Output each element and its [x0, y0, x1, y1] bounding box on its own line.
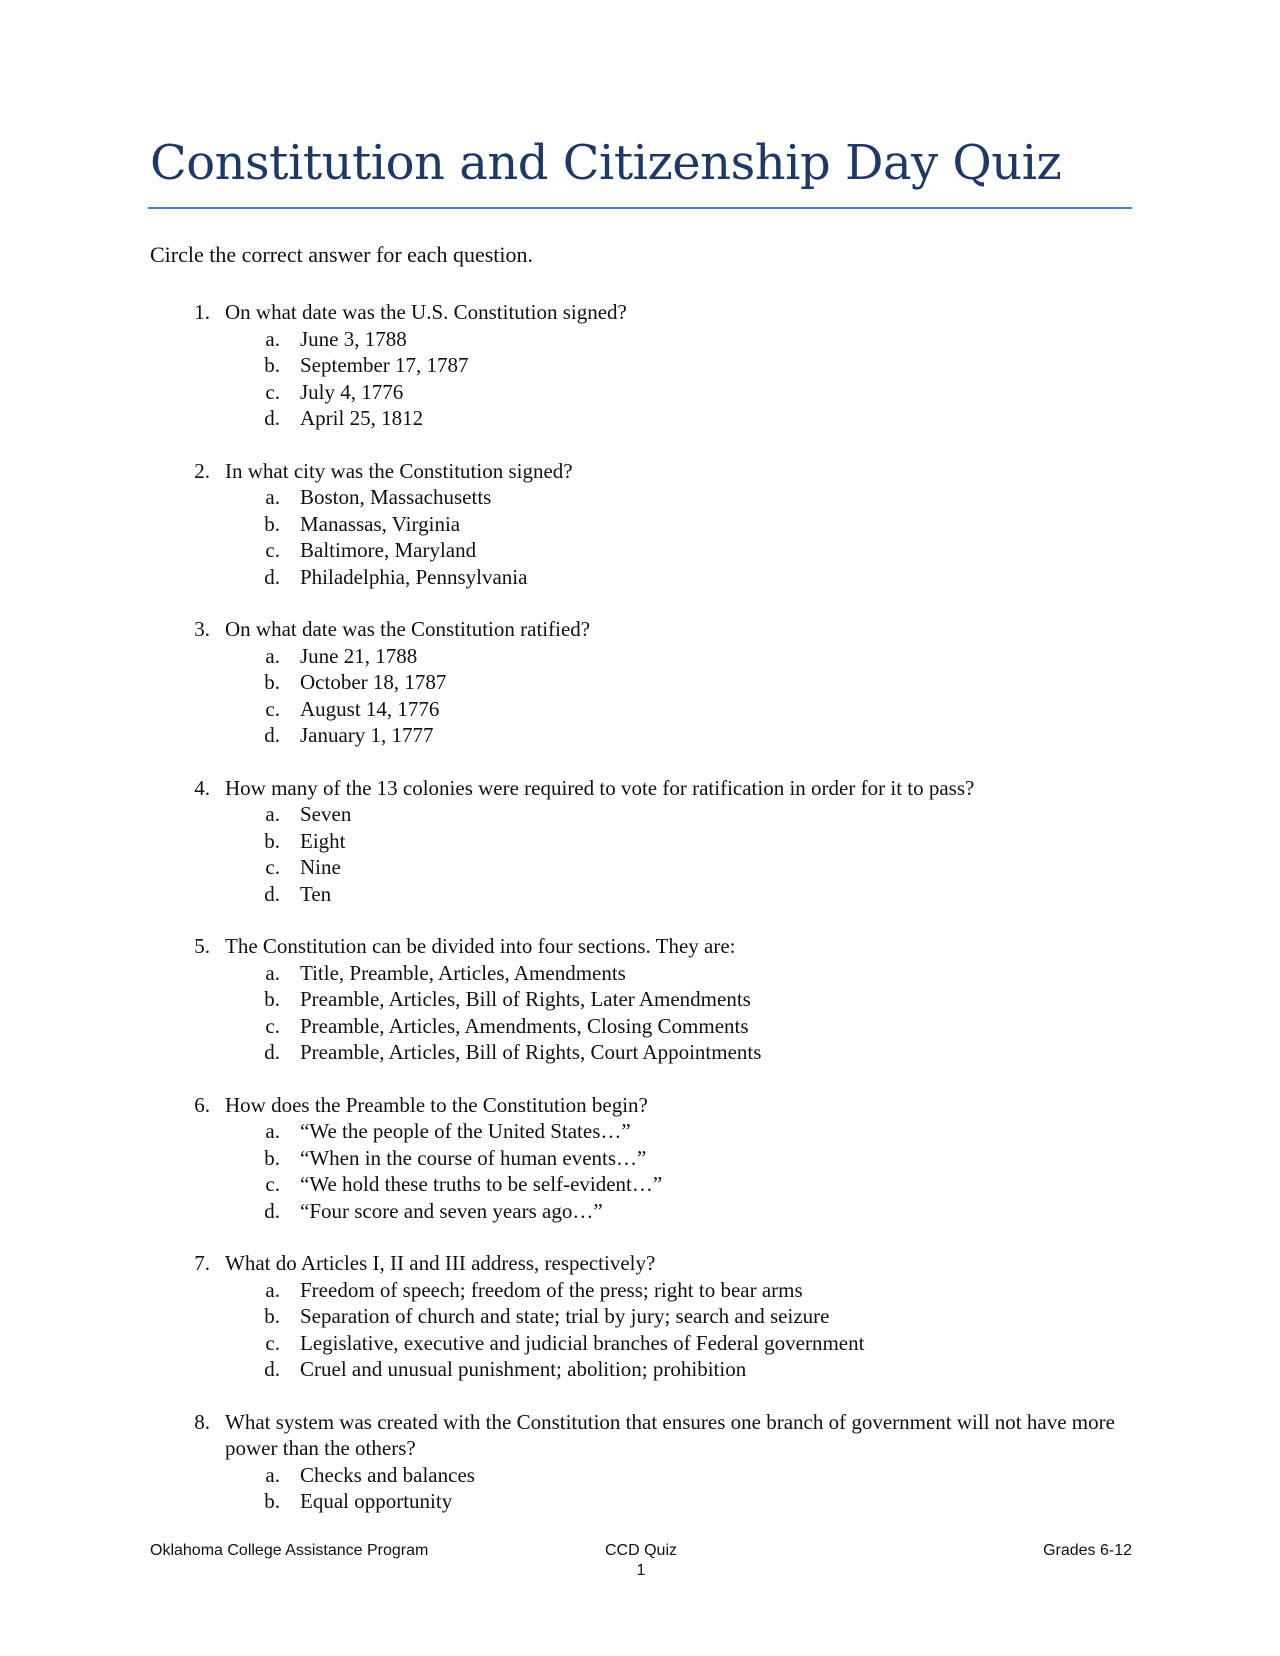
option-text: Ten — [300, 881, 332, 906]
option-text: January 1, 1777 — [300, 723, 434, 747]
option-text: Nine — [300, 855, 341, 879]
question-number: 6. — [194, 1092, 210, 1117]
option-b — [0, 669, 1280, 696]
option-a — [0, 484, 1280, 511]
option-letter: a. — [265, 960, 280, 985]
option-b — [0, 1488, 1280, 1515]
option-c — [0, 379, 1280, 406]
option-letter: d. — [264, 723, 280, 747]
footer-organization: Oklahoma College Assistance Program — [150, 1542, 429, 1559]
option-letter: b. — [264, 1304, 280, 1328]
option-text: April 25, 1812 — [300, 406, 424, 430]
option-a — [0, 1462, 1280, 1489]
option-text: Seven — [300, 802, 352, 826]
question-2 — [0, 458, 1280, 591]
option-list — [0, 643, 1280, 749]
option-letter: c. — [265, 855, 280, 879]
question-7 — [0, 1250, 1280, 1383]
option-letter: d. — [264, 564, 280, 589]
option-letter: a. — [265, 1462, 280, 1487]
option-d — [0, 1039, 1280, 1066]
option-text: Eight — [300, 828, 346, 853]
option-letter: a. — [265, 326, 280, 351]
option-letter: b. — [264, 1145, 280, 1170]
option-a — [0, 960, 1280, 987]
option-letter: c. — [265, 1013, 280, 1038]
option-text: June 21, 1788 — [300, 643, 418, 668]
option-text: Boston, Massachusetts — [300, 485, 492, 509]
option-list — [0, 960, 1280, 1066]
footer-document-name: CCD Quiz — [604, 1542, 677, 1559]
option-text: Preamble, Articles, Bill of Rights, Later Amendments — [300, 987, 751, 1011]
option-c — [0, 1013, 1280, 1040]
question-list — [0, 299, 1280, 1541]
option-a — [0, 1118, 1280, 1145]
option-b — [0, 352, 1280, 379]
option-letter: b. — [264, 828, 280, 853]
question-4 — [0, 775, 1280, 908]
question-8 — [0, 1409, 1280, 1515]
option-text: “We the people of the United States…” — [300, 1119, 631, 1143]
option-text: Title, Preamble, Articles, Amendments — [300, 960, 626, 985]
page-footer — [150, 1542, 1132, 1586]
option-letter: a. — [265, 643, 280, 668]
option-b — [0, 986, 1280, 1013]
question-number: 3. — [194, 617, 210, 641]
question-number: 4. — [194, 775, 210, 800]
option-letter: d. — [264, 1040, 280, 1064]
option-letter: b. — [264, 1489, 280, 1513]
option-text: July 4, 1776 — [300, 379, 404, 404]
option-d — [0, 881, 1280, 908]
option-text: Legislative, executive and judicial branches of Federal government — [300, 1330, 865, 1355]
question-text: What system was created with the Constitution that ensures one branch of government will not have more power than the others? — [225, 1409, 1115, 1460]
option-letter: a. — [265, 802, 280, 826]
question-number: 8. — [194, 1409, 210, 1434]
option-d — [0, 722, 1280, 749]
option-text: October 18, 1787 — [300, 670, 447, 694]
option-letter: d. — [264, 1198, 280, 1223]
option-c — [0, 537, 1280, 564]
option-text: Equal opportunity — [300, 1489, 453, 1513]
option-letter: a. — [265, 485, 280, 509]
option-d — [0, 564, 1280, 591]
page-number: 1 — [636, 1562, 646, 1579]
option-a — [0, 801, 1280, 828]
question-3 — [0, 616, 1280, 749]
option-text: “When in the course of human events…” — [300, 1145, 647, 1170]
option-c — [0, 696, 1280, 723]
option-letter: c. — [265, 1330, 280, 1355]
option-d — [0, 1198, 1280, 1225]
option-list — [0, 1118, 1280, 1224]
question-text: The Constitution can be divided into four sections. They are: — [225, 934, 736, 958]
option-text: September 17, 1787 — [300, 353, 469, 377]
option-letter: b. — [264, 511, 280, 536]
question-text: What do Articles I, II and III address, respectively? — [225, 1251, 656, 1275]
option-list — [0, 326, 1280, 432]
option-b — [0, 828, 1280, 855]
question-text: On what date was the U.S. Constitution signed? — [225, 300, 627, 324]
option-text: Preamble, Articles, Amendments, Closing Comments — [300, 1013, 749, 1038]
option-text: “We hold these truths to be self-evident…” — [300, 1172, 663, 1196]
page-title: Constitution and Citizenship Day Quiz — [150, 135, 1062, 191]
option-letter: c. — [265, 379, 280, 404]
option-b — [0, 1303, 1280, 1330]
question-text: How does the Preamble to the Constitution begin? — [225, 1092, 648, 1117]
option-list — [0, 1462, 1280, 1515]
option-a — [0, 326, 1280, 353]
option-letter: a. — [265, 1277, 280, 1302]
option-text: Cruel and unusual punishment; abolition; prohibition — [300, 1357, 747, 1381]
option-b — [0, 511, 1280, 538]
option-a — [0, 643, 1280, 670]
option-c — [0, 854, 1280, 881]
option-text: Checks and balances — [300, 1462, 475, 1487]
option-list — [0, 1277, 1280, 1383]
instructions: Circle the correct answer for each question. — [150, 242, 533, 267]
question-1 — [0, 299, 1280, 432]
option-list — [0, 484, 1280, 590]
option-text: Manassas, Virginia — [300, 511, 461, 536]
option-text: Baltimore, Maryland — [300, 538, 477, 562]
option-d — [0, 405, 1280, 432]
option-b — [0, 1145, 1280, 1172]
question-5 — [0, 933, 1280, 1066]
option-text: Separation of church and state; trial by jury; search and seizure — [300, 1304, 830, 1328]
question-text: On what date was the Constitution ratified? — [225, 617, 591, 641]
option-a — [0, 1277, 1280, 1304]
option-c — [0, 1171, 1280, 1198]
option-text: Preamble, Articles, Bill of Rights, Court Appointments — [300, 1040, 762, 1064]
question-6 — [0, 1092, 1280, 1225]
option-letter: b. — [264, 670, 280, 694]
question-text: In what city was the Constitution signed? — [225, 458, 573, 483]
question-number: 5. — [194, 934, 210, 958]
option-d — [0, 1356, 1280, 1383]
question-number: 2. — [194, 458, 210, 483]
option-letter: a. — [265, 1119, 280, 1143]
question-number: 1. — [194, 300, 210, 324]
option-text: Philadelphia, Pennsylvania — [300, 564, 528, 589]
option-letter: d. — [264, 406, 280, 430]
option-list — [0, 801, 1280, 907]
footer-grades: Grades 6-12 — [1043, 1542, 1132, 1559]
option-text: June 3, 1788 — [300, 326, 407, 351]
option-c — [0, 1330, 1280, 1357]
option-text: August 14, 1776 — [300, 696, 440, 721]
option-letter: c. — [265, 696, 280, 721]
option-letter: c. — [265, 1172, 280, 1196]
option-letter: d. — [264, 1357, 280, 1381]
option-letter: c. — [265, 538, 280, 562]
option-text: Freedom of speech; freedom of the press; right to bear arms — [300, 1277, 803, 1302]
option-text: “Four score and seven years ago…” — [300, 1198, 603, 1223]
option-letter: b. — [264, 353, 280, 377]
option-letter: d. — [264, 881, 280, 906]
question-number: 7. — [194, 1251, 210, 1275]
option-letter: b. — [264, 987, 280, 1011]
title-underline — [148, 207, 1132, 209]
question-text: How many of the 13 colonies were required to vote for ratification in order for it to pass? — [225, 775, 975, 800]
